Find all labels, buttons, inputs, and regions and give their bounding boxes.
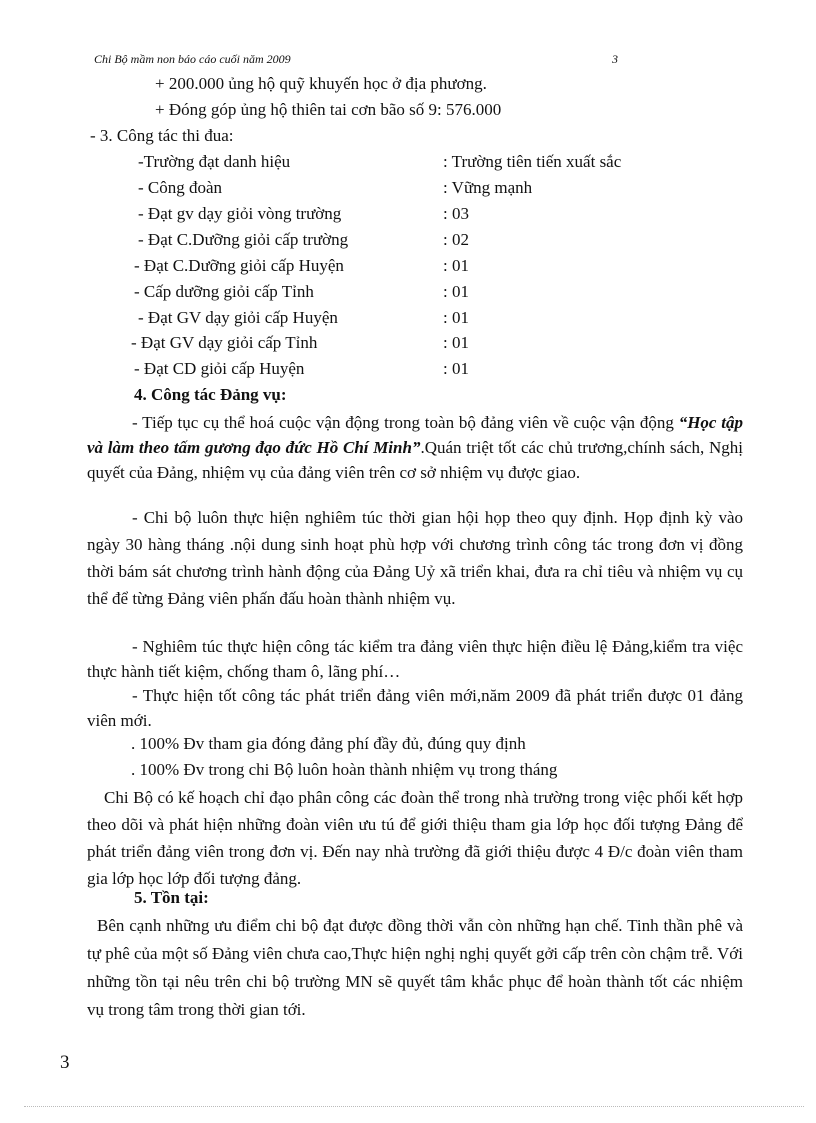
emulation-label: - Đạt C.Dưỡng giỏi cấp trường (138, 230, 349, 249)
emulation-value: : 02 (443, 230, 469, 249)
party-bullet: . 100% Đv trong chi Bộ luôn hoàn thành nhiệm vụ trong tháng (131, 760, 558, 779)
section-heading-emulation: - 3. Công tác thi đua: (90, 126, 234, 145)
party-paragraph-1 (87, 410, 743, 485)
party-p1-quote: “Học tập và làm theo tấm gương đạo đức Hồ Chí Minh” (87, 413, 744, 457)
emulation-value: : Vững mạnh (443, 178, 533, 197)
party-paragraph-3: - Nghiêm túc thực hiện công tác kiểm tra đảng viên thực hiện điều lệ Đảng,kiểm tra việc thực hành tiết kiệm, chống tham ô, lãng phí… (87, 637, 743, 681)
party-p1-rest: .Quán triệt tốt các chủ trương,chính sách, Nghị quyết của Đảng, nhiệm vụ của đảng viên trên cơ sở nhiệm vụ được giao. (87, 438, 743, 482)
emulation-label: - Đạt CD giỏi cấp Huyện (134, 359, 305, 378)
emulation-value: : Trường tiên tiến xuất sắc (443, 152, 622, 171)
party-paragraph-4: - Thực hiện tốt công tác phát triển đảng viên mới,năm 2009 đã phát triển được 01 đảng viên mới. (87, 686, 743, 730)
header-page-number: 3 (612, 52, 618, 66)
party-paragraph-5: Chi Bộ có kế hoạch chỉ đạo phân công các đoàn thể trong nhà trường trong việc phối kết hợp theo dõi và phát hiện những đoàn viên ưu tú để giới thiệu tham gia lớp học đối tượng Đảng để phát triển đảng viên trong đơn vị. Đến nay nhà trường đã giới thiệu được 4 Đ/c đoàn viên tham gia lớp học lớp đối tượng đảng. (87, 788, 743, 888)
party-bullet: . 100% Đv tham gia đóng đảng phí đầy đủ, đúng quy định (131, 734, 526, 753)
emulation-value: : 01 (443, 359, 469, 378)
emulation-label: - Đạt GV dạy giỏi cấp Huyện (138, 308, 338, 327)
donation-line: + 200.000 ủng hộ quỹ khuyến học ở địa phương. (155, 74, 487, 93)
emulation-label: - Công đoàn (138, 178, 223, 197)
emulation-value: : 01 (443, 333, 469, 352)
emulation-value: : 01 (443, 282, 469, 301)
emulation-label: - Đạt gv dạy giỏi vòng trường (138, 204, 342, 223)
emulation-value: : 01 (443, 256, 469, 275)
party-p1-lead: - Tiếp tục cụ thể hoá cuộc vận động trong toàn bộ đảng viên về cuộc vận động (132, 413, 674, 432)
section-heading-limits: 5. Tồn tại: (134, 888, 209, 907)
emulation-value: : 01 (443, 308, 469, 327)
donation-line: + Đóng góp ủng hộ thiên tai cơn bão số 9: 576.000 (155, 100, 502, 119)
section-heading-party: 4. Công tác Đảng vụ: (134, 385, 287, 404)
emulation-label: - Đạt GV dạy giỏi cấp Tỉnh (131, 333, 318, 352)
emulation-label: -Trường đạt danh hiệu (138, 152, 291, 171)
limits-paragraph: Bên cạnh những ưu điểm chi bộ đạt được đồng thời vẫn còn những hạn chế. Tinh thần phê và tự phê của một số Đảng viên chưa cao,Thực hiện nghị nghị quyết gởi cấp trên còn chậm trễ. Với những tồn tại nêu trên chi bộ trường MN sẽ quyết tâm khắc phục để hoàn thành tốt các nhiệm vụ trong tâm trong thời gian tới. (87, 916, 743, 1019)
party-paragraph-2: - Chi bộ luôn thực hiện nghiêm túc thời gian hội họp theo quy định. Họp định kỳ vào ngày 30 hàng tháng .nội dung sinh hoạt phù hợp với chương trình công tác trong đơn vị đồng thời bám sát chương trình hành động của Đảng Uỷ xã triển khai, đưa ra chỉ tiêu và nhiệm vụ cụ thể để từng Đảng viên phấn đấu hoàn thành nhiệm vụ. (87, 508, 743, 608)
emulation-label: - Cấp dưỡng giỏi cấp Tỉnh (134, 282, 314, 301)
page-bottom-divider (24, 1106, 804, 1107)
emulation-value: : 03 (443, 204, 469, 223)
emulation-label: - Đạt C.Dưỡng giỏi cấp Huyện (134, 256, 344, 275)
running-header: Chi Bộ mầm non báo cáo cuối năm 2009 (94, 52, 291, 66)
footer-page-number: 3 (60, 1052, 70, 1073)
